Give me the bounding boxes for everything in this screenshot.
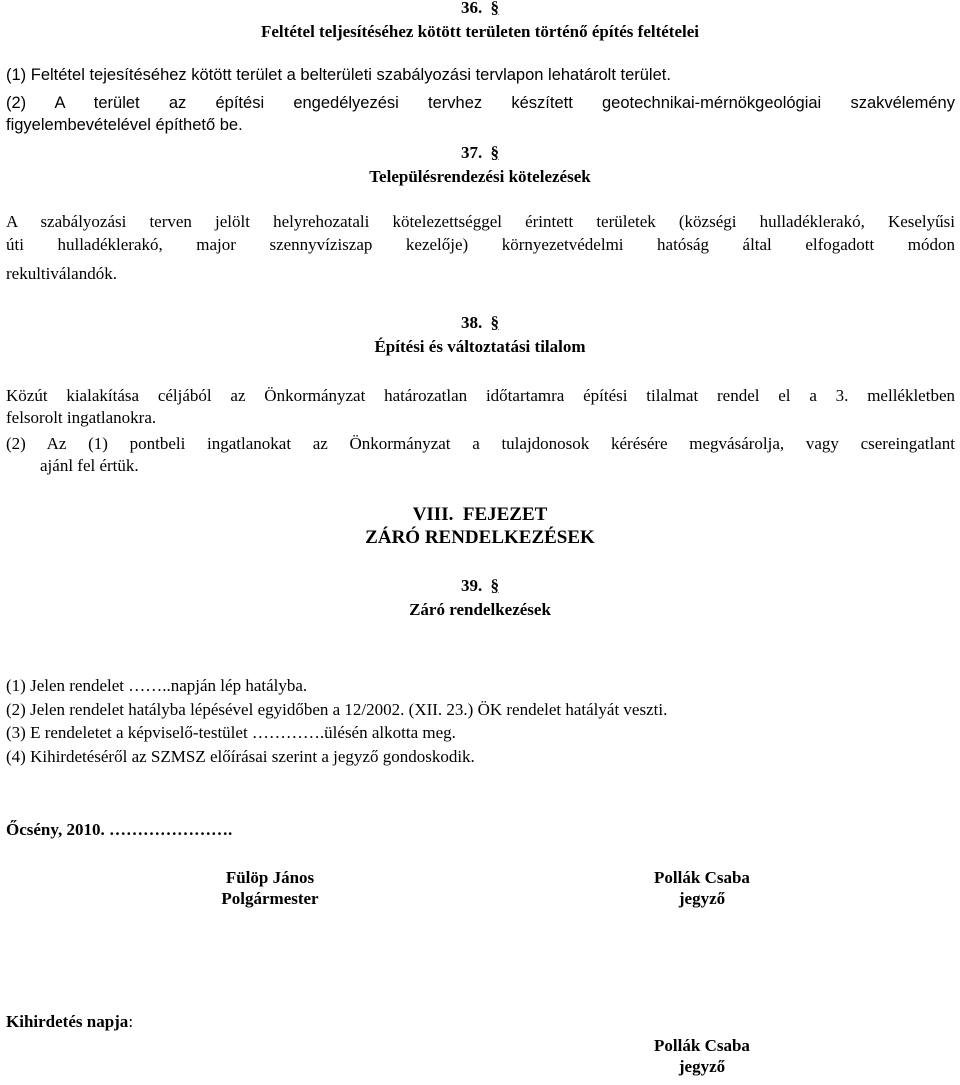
section-39-item-3: (3) E rendeletet a képviselő-testület ………….ülésén alkotta meg.: [6, 723, 456, 742]
signature-title: Polgármester: [221, 889, 319, 908]
section-39-item-1: (1) Jelen rendelet ……..napján lép hatályba.: [6, 676, 308, 695]
section-38-paragraph-1: [6, 384, 955, 407]
section-36-paragraph-2-cont: figyelembevételével építhető be.: [6, 116, 243, 134]
paragraph-line: (2) A terület az építési engedélyezési tervhez készített geotechnikai-mérnökgeológiai szakvélemény: [6, 94, 955, 112]
section-36-paragraph-2: [6, 92, 955, 115]
section-39-title: Záró rendelkezések: [409, 600, 551, 619]
section-39-item-4: (4) Kihirdetéséről az SZMSZ előírásai szerint a jegyző gondoskodik.: [6, 747, 475, 766]
paragraph-line: Közút kialakítása céljából az Önkormányzat határozatlan időtartamra építési tilalmat rendel el a 3. mellékletben: [6, 386, 955, 405]
section-36-title: Feltétel teljesítéséhez kötött területen történő építés feltételei: [261, 22, 699, 41]
section-number: 39.: [461, 576, 483, 595]
section-number: 37.: [461, 143, 483, 162]
section-36-paragraph-1: (1) Feltétel tejesítéséhez kötött terület a belterületi szabályozási tervlapon lehatárolt terület.: [6, 66, 671, 84]
section-38-paragraph-1-cont: felsorolt ingatlanokra.: [6, 408, 157, 427]
signature-notary: [602, 868, 802, 909]
paragraph-sign: §: [490, 0, 499, 17]
signature-title: jegyző: [678, 1057, 726, 1076]
signature-name: Pollák Csaba: [654, 868, 750, 887]
paragraph-sign: §: [490, 576, 499, 595]
section-36-heading: [0, 0, 960, 18]
announcement-signature: [602, 1036, 802, 1077]
section-37-title: Településrendezési kötelezések: [369, 167, 591, 186]
section-37-heading: [0, 143, 960, 163]
paragraph-sign: §: [490, 313, 499, 332]
section-number: 38.: [461, 313, 483, 332]
chapter-number: VIII. FEJEZET: [412, 504, 548, 525]
section-38-title: Építési és változtatási tilalom: [374, 337, 586, 356]
announcement-label: [6, 1012, 133, 1032]
announcement-label-text: Kihirdetés napja: [6, 1012, 129, 1031]
paragraph-sign: §: [490, 143, 499, 162]
signature-mayor: [170, 868, 370, 909]
section-39-item-2: (2) Jelen rendelet hatályba lépésével egyidőben a 12/2002. (XII. 23.) ÖK rendelet hatályát veszti.: [6, 700, 668, 719]
paragraph-line: (2) Az (1) pontbeli ingatlanokat az Önkormányzat a tulajdonosok kérésére megvásárolja, vagy csereingatlant: [6, 434, 955, 453]
section-38-heading: [0, 313, 960, 333]
chapter-title: [0, 504, 960, 526]
section-38-paragraph-2: [6, 432, 955, 455]
signature-name: Fülöp János: [225, 868, 315, 887]
section-37-body-last: rekultiválandók.: [6, 264, 117, 283]
section-39-heading: [0, 576, 960, 596]
chapter-subtitle: ZÁRÓ RENDELKEZÉSEK: [365, 527, 595, 548]
signature-title: jegyző: [678, 889, 726, 908]
section-37-body: [6, 210, 955, 256]
place-date: Őcsény, 2010. ………………….: [6, 820, 233, 839]
section-number: 36.: [461, 0, 483, 17]
signature-name: Pollák Csaba: [654, 1036, 750, 1055]
section-38-paragraph-2-cont: ajánl fel értük.: [40, 456, 139, 475]
paragraph-line: A szabályozási terven jelölt helyrehozatali kötelezettséggel érintett területek (községi hulladéklerakó, Keselyűsi: [6, 212, 955, 231]
paragraph-line: úti hulladéklerakó, major szennyvíziszap kezelője) környezetvédelmi hatóság által elfogadott módon: [6, 235, 955, 254]
announcement-colon: :: [128, 1012, 134, 1031]
